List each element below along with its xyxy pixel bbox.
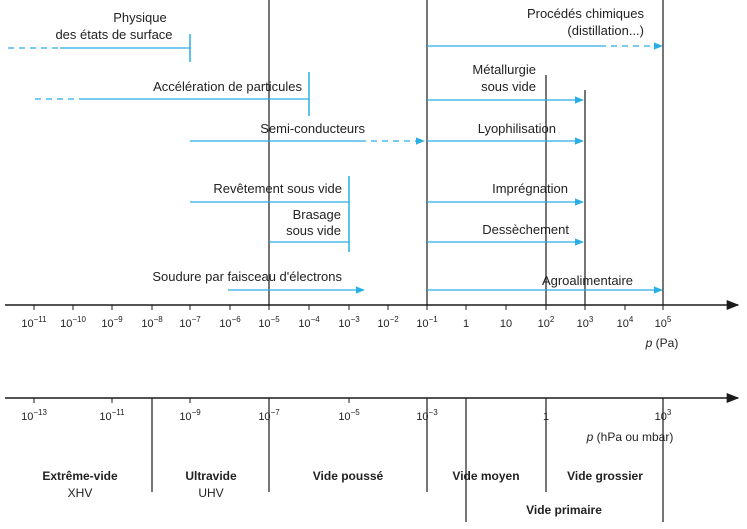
pa-axis-tick-label: $10^{-9}$ [101, 315, 123, 330]
label-brasage-line1: Brasage [292, 207, 341, 222]
label-brasage-line2: sous vide [286, 223, 341, 238]
pa-axis-tick-label: $10^{-1}$ [416, 315, 438, 330]
vacuum-region-labels [42, 469, 643, 517]
label-acceleration: Accélération de particules [153, 79, 302, 94]
pa-axis-tick-label: $10^{-4}$ [298, 315, 320, 330]
region-extreme-vide: Extrême-vide [42, 469, 118, 483]
hpa-axis-tick-label: $10^{-11}$ [99, 408, 125, 423]
label-physique-line2: des états de surface [55, 27, 173, 42]
pa-axis-tick-label: $10^{-6}$ [219, 315, 241, 330]
pa-axis-tick-label: 10 [499, 318, 513, 330]
pa-axis-tick-label: $10^4$ [616, 315, 634, 330]
region-vide-pousse: Vide poussé [312, 469, 384, 483]
pa-axis-tick-label: 1 [462, 318, 470, 330]
pa-unit-label: p (Pa) [645, 336, 679, 350]
pa-axis-tick-label: $10^{-5}$ [258, 315, 280, 330]
label-physique-line1: Physique [113, 10, 167, 25]
hpa-axis-tick-label: $10^{-3}$ [416, 408, 438, 423]
label-procedes-line1: Procédés chimiques [526, 6, 644, 21]
hpa-axis-tick-label: $10^{-5}$ [338, 408, 360, 423]
region-vide-moyen: Vide moyen [452, 469, 520, 483]
label-revetement: Revêtement sous vide [213, 181, 342, 196]
region-uhv: UHV [198, 486, 224, 500]
hpa-axis [5, 398, 738, 444]
label-procedes-line2: (distillation...) [567, 23, 644, 38]
hpa-unit-label: p (hPa ou mbar) [586, 430, 674, 444]
application-arrows [8, 34, 662, 290]
hpa-axis-tick-label: $10^{-7}$ [258, 408, 280, 423]
hpa-axis-tick-label: 1 [542, 411, 550, 423]
label-dessechement: Dessèchement [482, 222, 569, 237]
label-agroalimentaire: Agroalimentaire [541, 273, 633, 288]
label-metallurgie-line2: sous vide [481, 79, 536, 94]
pa-axis-tick-label: $10^{-2}$ [377, 315, 399, 330]
region-vide-grossier: Vide grossier [567, 469, 643, 483]
hpa-axis-tick-label: $10^{-9}$ [179, 408, 201, 423]
pa-axis-tick-label: $10^2$ [537, 315, 555, 330]
label-metallurgie-line1: Métallurgie [472, 62, 536, 77]
hpa-axis-tick-label: $10^3$ [654, 408, 672, 423]
pa-axis [5, 305, 738, 350]
region-ultravide: Ultravide [185, 469, 237, 483]
pa-axis-tick-label: $10^{-11}$ [21, 315, 47, 330]
pa-axis-tick-label: $10^5$ [654, 315, 672, 330]
label-lyophilisation: Lyophilisation [477, 121, 556, 136]
region-vide-primaire: Vide primaire [526, 503, 602, 517]
label-semiconducteurs: Semi-conducteurs [260, 121, 365, 136]
label-impregnation: Imprégnation [492, 181, 568, 196]
pa-axis-tick-label: $10^{-8}$ [141, 315, 163, 330]
hpa-axis-tick-label: $10^{-13}$ [21, 408, 47, 423]
region-xhv: XHV [67, 486, 93, 500]
label-soudure: Soudure par faisceau d'électrons [152, 269, 342, 284]
pa-axis-tick-label: $10^3$ [576, 315, 594, 330]
pa-axis-tick-label: $10^{-3}$ [338, 315, 360, 330]
pa-axis-tick-label: $10^{-10}$ [60, 315, 86, 330]
pa-axis-tick-label: $10^{-7}$ [179, 315, 201, 330]
